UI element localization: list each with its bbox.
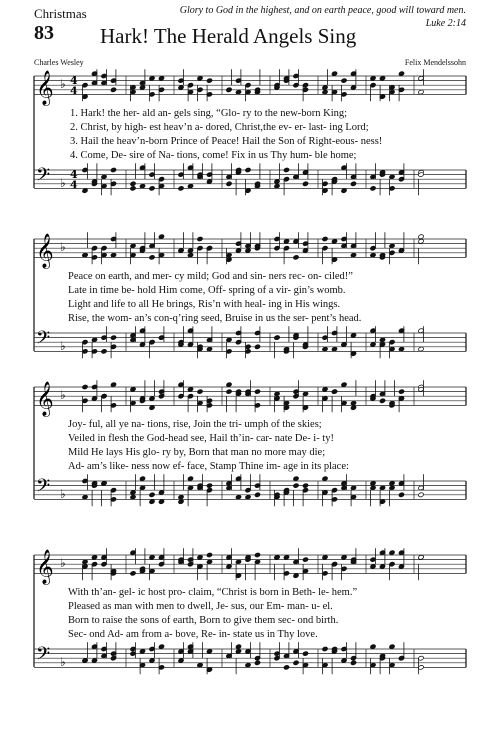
note-head — [322, 346, 328, 351]
note-head — [91, 396, 97, 401]
treble-staff — [34, 232, 466, 269]
lyric-line: Sec- ond Ad- am from a- bove, Re- in- state us in Thy love. — [68, 629, 318, 640]
key-signature-flat-icon: ♭ — [60, 486, 66, 501]
bass-clef-icon: 𝄢 — [36, 327, 51, 353]
note-head — [389, 243, 395, 248]
note-head — [178, 85, 184, 90]
note-head — [158, 76, 164, 81]
lyric-line: Ad- am’s like- ness now ef- face, Stamp Thine im- age in its place: — [68, 461, 349, 472]
note-head — [110, 335, 116, 340]
note-head — [226, 389, 232, 394]
note-head — [235, 248, 241, 253]
note-head — [389, 481, 395, 486]
lyric-line: Born to raise the sons of earth, Born to give them sec- ond birth. — [68, 615, 339, 626]
note-head — [235, 89, 241, 94]
note-head — [139, 476, 145, 481]
key-signature-flat-icon: ♭ — [60, 388, 66, 403]
note-head — [226, 87, 232, 92]
note-head — [418, 239, 424, 244]
note-head — [398, 71, 404, 76]
note-head — [187, 476, 193, 481]
note-head — [149, 76, 155, 81]
note-head — [322, 646, 328, 651]
note-head — [293, 255, 299, 260]
note-head — [187, 248, 193, 253]
note-head — [197, 555, 203, 560]
note-head — [130, 181, 136, 186]
note-head — [370, 252, 376, 257]
note-head — [293, 660, 299, 665]
note-head — [283, 239, 289, 244]
note-head — [341, 188, 347, 193]
note-head — [245, 167, 251, 172]
note-head — [254, 389, 260, 394]
note-head — [178, 658, 184, 663]
note-head — [370, 485, 376, 490]
note-head — [350, 485, 356, 490]
treble-staff — [34, 69, 466, 106]
note-head — [130, 571, 136, 576]
note-head — [101, 349, 107, 354]
note-head — [206, 559, 212, 564]
lyric-line: Veiled in flesh the God-head see, Hail th’in- car- nate De- i- ty! — [68, 433, 334, 444]
note-head — [350, 400, 356, 405]
note-head — [254, 660, 260, 665]
time-signature-bottom: 4 — [70, 84, 78, 98]
note-head — [398, 248, 404, 253]
epigraph-reference: Luke 2:14 — [425, 18, 466, 29]
key-signature-flat-icon: ♭ — [60, 175, 66, 190]
note-head — [149, 555, 155, 560]
note-head — [197, 389, 203, 394]
note-head — [341, 78, 347, 83]
note-head — [370, 564, 376, 569]
bass-staff — [34, 326, 466, 358]
note-head — [245, 494, 251, 499]
note-head — [245, 662, 251, 667]
note-head — [331, 389, 337, 394]
note-head — [149, 396, 155, 401]
treble-clef-icon: 𝄞 — [36, 233, 54, 269]
note-head — [254, 344, 260, 349]
note-head — [283, 167, 289, 172]
note-head — [322, 555, 328, 560]
lyric-line: With th’an- gel- ic host pro- claim, “Christ is born in Beth- le- hem.” — [68, 587, 358, 598]
note-head — [178, 499, 184, 504]
note-head — [302, 391, 308, 396]
epigraph — [180, 4, 466, 30]
note-head — [130, 494, 136, 499]
note-head — [398, 564, 404, 569]
note-head — [206, 179, 212, 184]
note-head — [245, 248, 251, 253]
lyric-line: Joy- ful, all ye na- tions, rise, Join the tri- umph of the skies; — [68, 419, 322, 430]
note-head — [187, 183, 193, 188]
note-head — [389, 174, 395, 179]
composer: Felix Mendelssohn — [404, 58, 466, 67]
note-head — [302, 181, 308, 186]
note-head — [322, 89, 328, 94]
note-head — [254, 552, 260, 557]
note-head — [418, 234, 424, 239]
note-head — [379, 564, 385, 569]
note-head — [302, 483, 308, 488]
note-head — [91, 337, 97, 342]
note-head — [149, 255, 155, 260]
note-head — [187, 252, 193, 257]
section-title: Christmas — [34, 6, 87, 21]
note-head — [370, 644, 376, 649]
note-head — [178, 186, 184, 191]
note-head — [197, 236, 203, 241]
bass-staff — [34, 474, 466, 506]
note-head — [398, 346, 404, 351]
note-head — [101, 481, 107, 486]
note-head — [370, 342, 376, 347]
note-head — [302, 557, 308, 562]
treble-clef-icon: 𝄞 — [36, 70, 54, 106]
note-head — [274, 391, 280, 396]
note-head — [235, 649, 241, 654]
bass-clef-icon: 𝄢 — [36, 164, 51, 190]
lyric-line: 4. Come, De- sire of Na- tions, come! Fix in us Thy hum- ble home; — [70, 150, 357, 161]
note-head — [418, 492, 424, 497]
note-head — [226, 181, 232, 186]
note-head — [206, 552, 212, 557]
key-signature-flat-icon: ♭ — [60, 338, 66, 353]
note-head — [226, 382, 232, 387]
note-head — [389, 485, 395, 490]
note-head — [398, 492, 404, 497]
note-head — [187, 387, 193, 392]
key-signature-flat-icon: ♭ — [60, 240, 66, 255]
note-head — [389, 644, 395, 649]
note-head — [322, 236, 328, 241]
key-signature-flat-icon: ♭ — [60, 556, 66, 571]
note-head — [130, 186, 136, 191]
note-head — [254, 559, 260, 564]
lyric-line: Mild He lays His glo- ry by, Born that man no more may die; — [68, 447, 326, 458]
treble-clef-icon: 𝄞 — [36, 381, 54, 417]
note-head — [379, 76, 385, 81]
note-head — [379, 337, 385, 342]
note-head — [370, 481, 376, 486]
note-head — [130, 243, 136, 248]
note-head — [187, 485, 193, 490]
lyric-line: Light and life to all He brings, Ris’n with heal- ing in His wings. — [68, 299, 341, 310]
note-head — [350, 85, 356, 90]
lyric-line: Pleased as man with men to dwell, Je- sus, our Em- man- u- el. — [68, 601, 333, 612]
bass-staff — [34, 163, 466, 195]
treble-staff — [34, 548, 466, 585]
note-head — [158, 644, 164, 649]
note-head — [226, 337, 232, 342]
note-head — [110, 252, 116, 257]
time-signature-bottom: 4 — [70, 178, 78, 192]
note-head — [101, 174, 107, 179]
note-head — [158, 490, 164, 495]
note-head — [235, 644, 241, 649]
note-head — [206, 483, 212, 488]
note-head — [139, 342, 145, 347]
note-head — [187, 342, 193, 347]
bass-staff — [34, 642, 466, 674]
note-head — [226, 564, 232, 569]
note-head — [398, 389, 404, 394]
note-head — [130, 490, 136, 495]
note-head — [130, 387, 136, 392]
note-head — [418, 346, 424, 351]
note-head — [235, 494, 241, 499]
note-head — [370, 76, 376, 81]
note-head — [149, 658, 155, 663]
hymn-number: 83 — [34, 22, 54, 44]
note-head — [206, 346, 212, 351]
epigraph-text: Glory to God in the highest, and on earth peace, good will toward men. — [179, 5, 466, 16]
lyricist: Charles Wesley — [34, 58, 84, 67]
note-head — [283, 665, 289, 670]
note-head — [149, 405, 155, 410]
note-head — [302, 248, 308, 253]
note-head — [82, 494, 88, 499]
note-head — [139, 85, 145, 90]
note-head — [350, 181, 356, 186]
note-head — [389, 550, 395, 555]
bass-clef-icon: 𝄢 — [36, 643, 51, 669]
note-head — [91, 658, 97, 663]
note-head — [293, 483, 299, 488]
note-head — [379, 485, 385, 490]
note-head — [331, 71, 337, 76]
note-head — [206, 649, 212, 654]
note-head — [350, 660, 356, 665]
note-head — [139, 485, 145, 490]
note-head — [350, 405, 356, 410]
note-head — [418, 89, 424, 94]
note-head — [341, 658, 347, 663]
note-head — [293, 573, 299, 578]
hymn-title: Hark! The Herald Angels Sing — [100, 24, 357, 48]
note-head — [418, 555, 424, 560]
time-signature-top: 4 — [70, 74, 78, 88]
note-head — [254, 492, 260, 497]
note-head — [274, 183, 280, 188]
lyric-line: 2. Christ, by high- est heav’n a- dored, Christ,the ev- er- last- ing Lord; — [70, 122, 369, 133]
lyric-line: Rise, the wom- an’s con-q’ring seed, Bruise in us the ser- pent’s head. — [68, 313, 362, 324]
lyric-line: 3. Hail the heav’n-born Prince of Peace! Hail the Son of Right-eous- ness! — [70, 136, 383, 147]
note-head — [274, 179, 280, 184]
note-head — [149, 499, 155, 504]
note-head — [139, 649, 145, 654]
note-head — [350, 252, 356, 257]
key-signature-flat-icon: ♭ — [60, 77, 66, 92]
note-head — [274, 335, 280, 340]
note-head — [82, 658, 88, 663]
bass-clef-icon: 𝄢 — [36, 475, 51, 501]
note-head — [322, 476, 328, 481]
note-head — [82, 188, 88, 193]
note-head — [341, 555, 347, 560]
note-head — [283, 555, 289, 560]
note-head — [331, 239, 337, 244]
lyric-line: 1. Hark! the her- ald an- gels sing, “Glo- ry to the new-born King; — [70, 108, 348, 119]
note-head — [350, 333, 356, 338]
note-head — [178, 494, 184, 499]
note-head — [158, 499, 164, 504]
note-head — [379, 398, 385, 403]
note-head — [235, 559, 241, 564]
note-head — [274, 555, 280, 560]
note-head — [149, 492, 155, 497]
note-head — [139, 183, 145, 188]
note-head — [178, 248, 184, 253]
key-signature-flat-icon: ♭ — [60, 654, 66, 669]
treble-staff — [34, 380, 466, 417]
lyric-line: Peace on earth, and mer- cy mild; God and sin- ners rec- on- ciled!” — [68, 271, 353, 282]
note-head — [110, 167, 116, 172]
time-signature-top: 4 — [70, 168, 78, 182]
treble-clef-icon: 𝄞 — [36, 549, 54, 585]
note-head — [302, 651, 308, 656]
note-head — [82, 252, 88, 257]
note-head — [82, 384, 88, 389]
note-head — [331, 346, 337, 351]
lyric-line: Late in time be- hold Him come, Off- spring of a vir- gin’s womb. — [68, 285, 346, 296]
note-head — [110, 87, 116, 92]
note-head — [197, 76, 203, 81]
note-head — [293, 476, 299, 481]
note-head — [341, 342, 347, 347]
note-head — [341, 382, 347, 387]
note-head — [110, 382, 116, 387]
note-head — [206, 78, 212, 83]
note-head — [322, 85, 328, 90]
note-head — [158, 234, 164, 239]
note-head — [370, 186, 376, 191]
note-head — [91, 555, 97, 560]
note-head — [82, 559, 88, 564]
note-head — [322, 387, 328, 392]
note-head — [197, 662, 203, 667]
note-head — [149, 186, 155, 191]
